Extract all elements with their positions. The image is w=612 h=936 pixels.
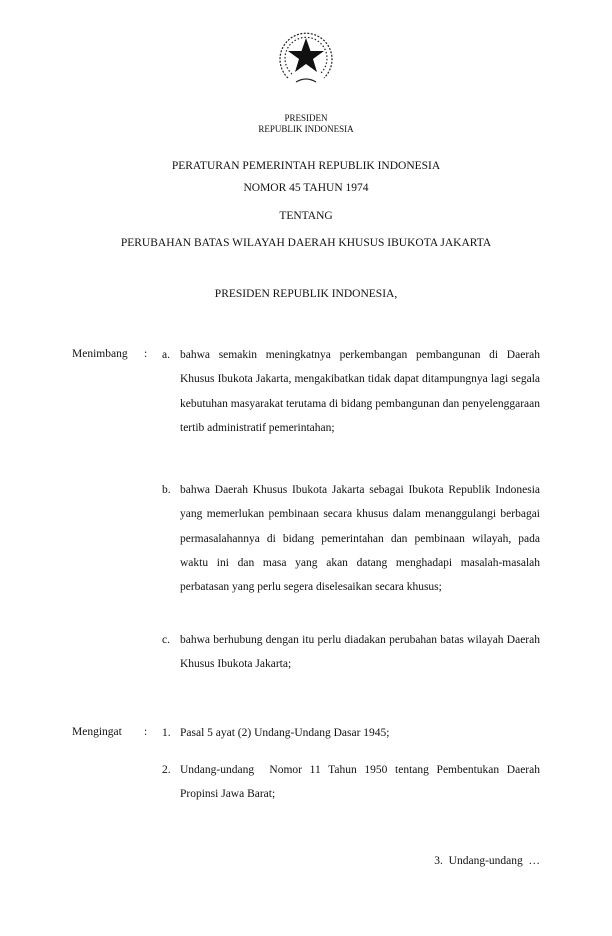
item-text: bahwa Daerah Khusus Ibukota Jakarta sebagai Ibukota Republik Indonesia yang memerlukan pembinaan secara khusus dalam menanggulangi berbagai permasalahannya di bidang pemerintahan dan pembinaan wilayah, pada waktu ini dan masa yang akan datang menghadapi masalah-masalah perbatasan yang perlu segera diselesaikan secara khusus; [180, 484, 540, 594]
menimbang-colon: : [144, 348, 148, 360]
item-text: Pasal 5 ayat (2) Undang-Undang Dasar 1945; [180, 727, 390, 739]
item-text: bahwa semakin meningkatnya perkembangan pembangunan di Daerah Khusus Ibukota Jakarta, mengakibatkan tidak dapat ditampungnya lagi segala kebutuhan masyarakat terutama di bidang pembangunan dan penyelenggaraan tertib administratif pemerintahan; [180, 349, 540, 434]
item-text: Undang-undang Nomor 11 Tahun 1950 tentang Pembentukan Daerah Propinsi Jawa Barat; [180, 764, 543, 801]
regulation-number: NOMOR 45 TAHUN 1974 [243, 182, 369, 194]
item-marker: c. [162, 634, 170, 646]
menimbang-item-b [162, 478, 540, 599]
letterhead-presiden: PRESIDEN [284, 113, 328, 123]
mengingat-item-2 [162, 758, 543, 807]
presidential-seal [266, 22, 346, 90]
mengingat-colon: : [144, 726, 148, 738]
regulation-subject: PERUBAHAN BATAS WILAYAH DAERAH KHUSUS IBUKOTA JAKARTA [120, 237, 492, 249]
item-marker: a. [162, 349, 170, 361]
menimbang-item-c [162, 628, 540, 677]
item-marker: b. [162, 484, 171, 496]
menimbang-label: Menimbang [72, 348, 128, 360]
tentang-heading: TENTANG [279, 210, 333, 222]
menimbang-item-a [162, 343, 540, 440]
mengingat-label: Mengingat [72, 726, 122, 738]
letterhead-republik-indonesia: REPUBLIK INDONESIA [258, 124, 354, 134]
item-text: bahwa berhubung dengan itu perlu diadakan perubahan batas wilayah Daerah Khusus Ibukota Jakarta; [180, 634, 540, 671]
item-marker: 2. [162, 764, 171, 776]
issuer-line: PRESIDEN REPUBLIK INDONESIA, [214, 288, 398, 300]
item-marker: 1. [162, 727, 171, 739]
regulation-title: PERATURAN PEMERINTAH REPUBLIK INDONESIA [171, 160, 441, 172]
continuation-note: 3. Undang-undang … [434, 855, 540, 867]
mengingat-item-1 [162, 721, 540, 745]
